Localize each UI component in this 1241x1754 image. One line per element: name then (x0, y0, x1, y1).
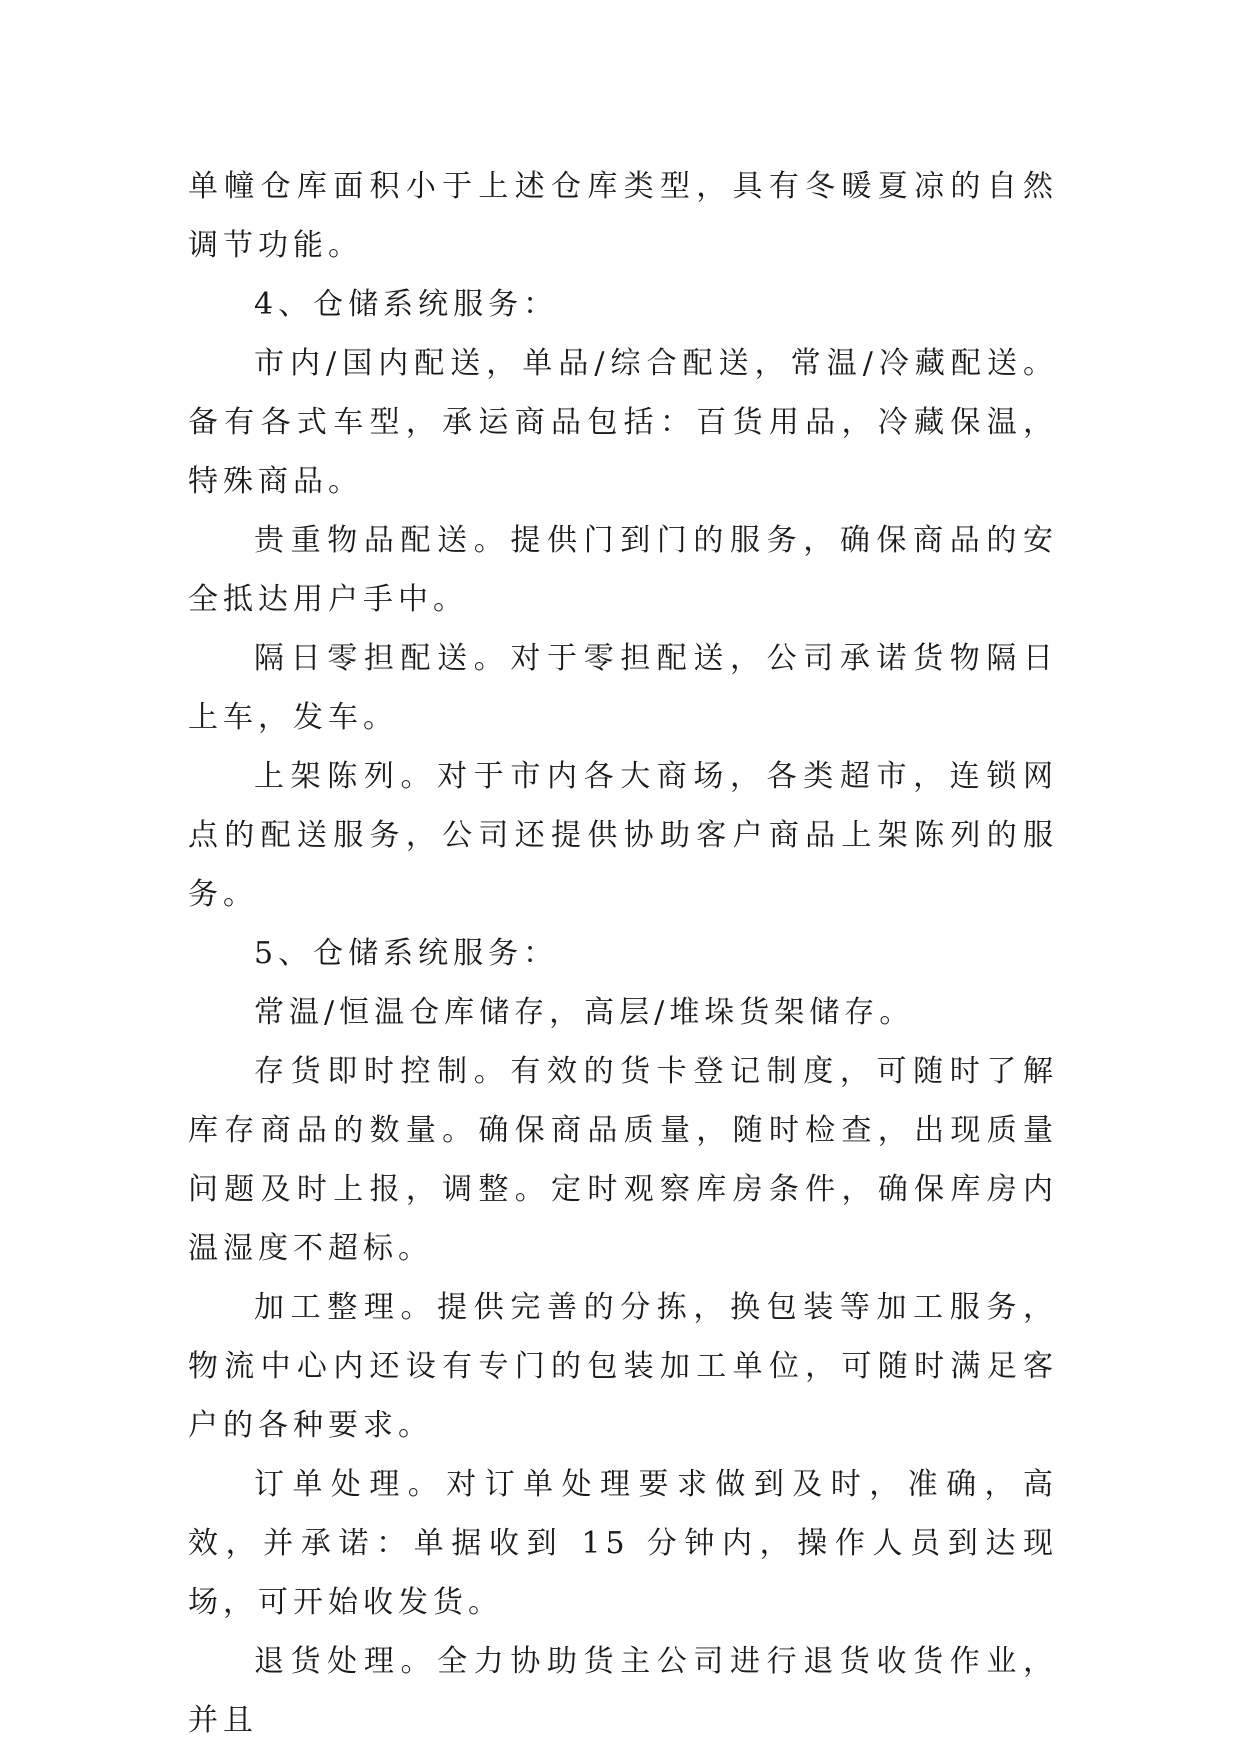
paragraph: 隔日零担配送。对于零担配送，公司承诺货物隔日上车，发车。 (188, 641, 1058, 735)
paragraph: 单幢仓库面积小于上述仓库类型，具有冬暖夏凉的自然调节功能。 (188, 169, 1058, 263)
section-heading: 5、仓储系统服务： (254, 936, 559, 971)
paragraph: 市内/国内配送，单品/综合配送，常温/冷藏配送。备有各式车型，承运商品包括：百货用品，冷藏保温，特殊商品。 (188, 346, 1058, 499)
paragraph: 上架陈列。对于市内各大商场，各类超市，连锁网点的配送服务，公司还提供协助客户商品上架陈列的服务。 (188, 759, 1058, 912)
paragraph: 常温/恒温仓库储存，高层/堆垛货架储存。 (254, 995, 915, 1030)
paragraph: 存货即时控制。有效的货卡登记制度，可随时了解库存商品的数量。确保商品质量，随时检查，出现质量问题及时上报，调整。定时观察库房条件，确保库房内温湿度不超标。 (188, 1054, 1058, 1266)
paragraph: 退货处理。全力协助货主公司进行退货收货作业，并且 (188, 1644, 1058, 1738)
paragraph: 加工整理。提供完善的分拣，换包装等加工服务，物流中心内还设有专门的包装加工单位，可随时满足客户的各种要求。 (188, 1290, 1058, 1443)
paragraph: 贵重物品配送。提供门到门的服务，确保商品的安全抵达用户手中。 (188, 523, 1058, 617)
paragraph: 订单处理。对订单处理要求做到及时，准确，高效，并承诺：单据收到 15 分钟内，操作人员到达现场，可开始收发货。 (188, 1467, 1058, 1620)
section-heading: 4、仓储系统服务： (254, 287, 559, 322)
document-body (188, 157, 1058, 1750)
